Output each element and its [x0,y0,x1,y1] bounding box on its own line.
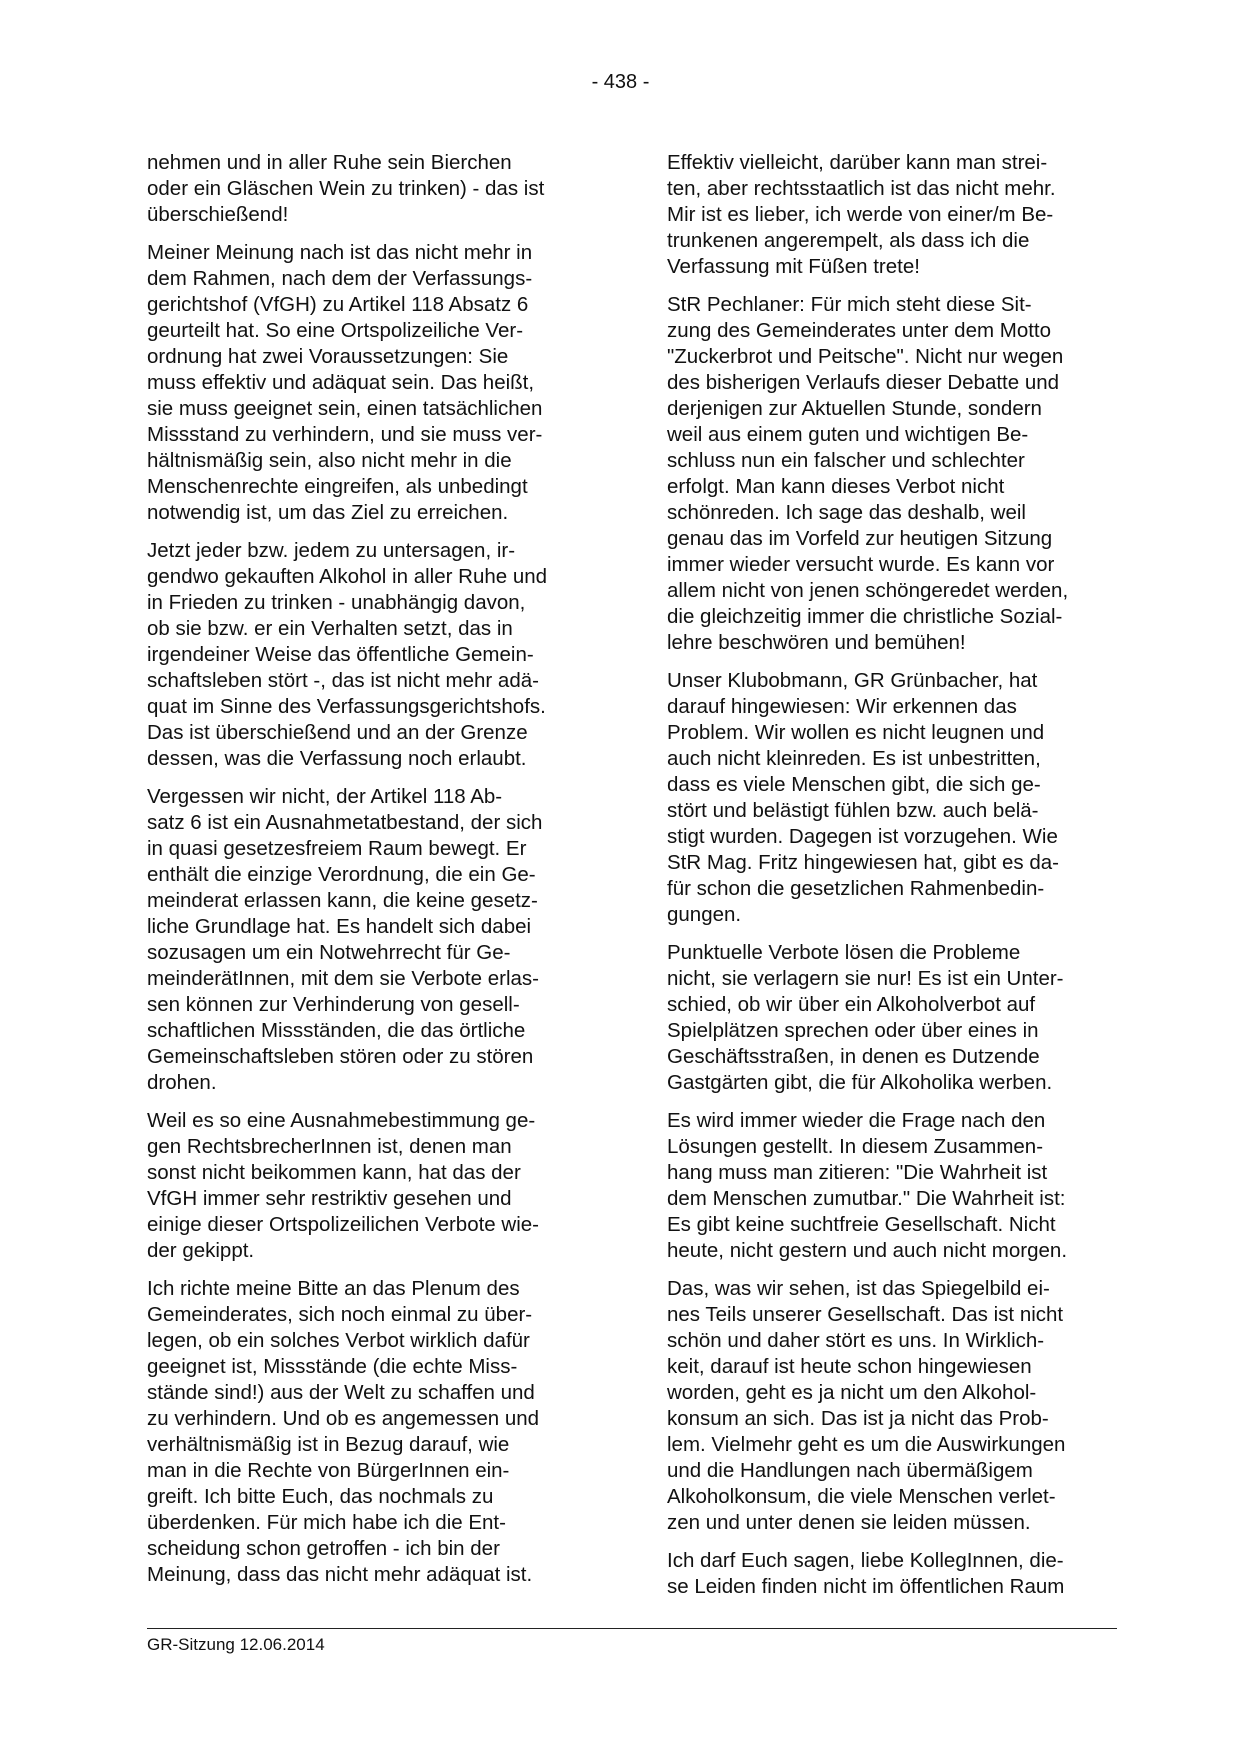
text-line: Lösungen gestellt. In diesem Zusammen- [667,1135,1044,1158]
paragraph [667,150,1107,280]
text-line: genau das im Vorfeld zur heutigen Sitzung [667,527,1053,550]
text-line: nes Teils unserer Gesellschaft. Das ist nicht [667,1303,1064,1326]
text-line: lehre beschwören und bemühen! [667,631,966,654]
text-line: greift. Ich bitte Euch, das nochmals zu [147,1485,494,1508]
text-line: Effektiv vielleicht, darüber kann man strei- [667,151,1048,174]
paragraph [147,240,587,526]
text-line: irgendeiner Weise das öffentliche Gemein- [147,643,534,666]
paragraph [667,940,1107,1096]
paragraph [147,1108,587,1264]
text-line: gen RechtsbrecherInnen ist, denen man [147,1135,512,1158]
paragraph [147,784,587,1096]
text-line: drohen. [147,1071,217,1094]
text-line: einige dieser Ortspolizeilichen Verbote wie- [147,1213,539,1236]
text-line: meinderat erlassen kann, die keine gesetz- [147,889,538,912]
text-line: gerichtshof (VfGH) zu Artikel 118 Absatz 6 [147,293,529,316]
text-line: in Frieden zu trinken - unabhängig davon, [147,591,526,614]
text-line: enthält die einzige Verordnung, die ein Ge- [147,863,536,886]
text-line: Gemeinschaftsleben stören oder zu stören [147,1045,534,1068]
paragraph [667,1548,1107,1600]
text-line: darauf hingewiesen: Wir erkennen das [667,695,1017,718]
text-line: Gemeinderates, sich noch einmal zu über- [147,1303,533,1326]
footer-session-date: GR-Sitzung 12.06.2014 [147,1635,325,1654]
text-line: lem. Vielmehr geht es um die Auswirkungen [667,1433,1066,1456]
text-line: dass es viele Menschen gibt, die sich ge- [667,773,1041,796]
text-line: Vergessen wir nicht, der Artikel 118 Ab- [147,785,503,808]
text-line: schluss nun ein falscher und schlechter [667,449,1025,472]
text-line: stört und belästigt fühlen bzw. auch belä- [667,799,1039,822]
text-line: Ich richte meine Bitte an das Plenum des [147,1277,520,1300]
text-line: sonst nicht beikommen kann, hat das der [147,1161,521,1184]
text-line: geurteilt hat. So eine Ortspolizeiliche Ver- [147,319,524,342]
text-line: oder ein Gläschen Wein zu trinken) - das ist [147,177,545,200]
text-line: ordnung hat zwei Voraussetzungen: Sie [147,345,509,368]
text-line: keit, darauf ist heute schon hingewiesen [667,1355,1032,1378]
text-line: gungen. [667,903,742,926]
text-line: zu verhindern. Und ob es angemessen und [147,1407,540,1430]
text-line: für schon die gesetzlichen Rahmenbedin- [667,877,1045,900]
speaker-name: StR Pechlaner: [667,293,805,316]
text-line: se Leiden finden nicht im öffentlichen Raum [667,1575,1065,1598]
text-line: Es wird immer wieder die Frage nach den [667,1109,1046,1132]
text-line: Punktuelle Verbote lösen die Probleme [667,941,1021,964]
text-line: geeignet ist, Missstände (die echte Miss- [147,1355,518,1378]
text-line: legen, ob ein solches Verbot wirklich dafür [147,1329,530,1352]
text-line: VfGH immer sehr restriktiv gesehen und [147,1187,512,1210]
text-line: Meinung, dass das nicht mehr adäquat ist. [147,1563,533,1586]
text-line: Problem. Wir wollen es nicht leugnen und [667,721,1045,744]
text-line: stigt wurden. Dagegen ist vorzugehen. Wie [667,825,1058,848]
text-line: stände sind!) aus der Welt zu schaffen und [147,1381,535,1404]
text-line: Weil es so eine Ausnahmebestimmung ge- [147,1109,536,1132]
text-line: worden, geht es ja nicht um den Alkohol- [667,1381,1037,1404]
text-line: Es gibt keine suchtfreie Gesellschaft. Nicht [667,1213,1056,1236]
text-line: trunkenen angerempelt, als dass ich die [667,229,1030,252]
speaker-first-line [667,292,1107,318]
text-line: schön und daher stört es uns. In Wirklich- [667,1329,1045,1352]
text-line: der gekippt. [147,1239,255,1262]
paragraph [667,1108,1107,1264]
text-line: hältnismäßig sein, also nicht mehr in die [147,449,512,472]
text-line: Geschäftsstraßen, in denen es Dutzende [667,1045,1040,1068]
text-line: des bisherigen Verlaufs dieser Debatte und [667,371,1060,394]
text-line: man in die Rechte von BürgerInnen ein- [147,1459,510,1482]
text-line: schönreden. Ich sage das deshalb, weil [667,501,1026,524]
page-number: - 438 - [591,71,650,93]
text-line: scheidung schon getroffen - ich bin der [147,1537,500,1560]
text-line: überschießend! [147,203,289,226]
text-line: quat im Sinne des Verfassungsgerichtshofs. [147,695,546,718]
text-line: Das ist überschießend und an der Grenze [147,721,528,744]
text-line: überdenken. Für mich habe ich die Ent- [147,1511,506,1534]
text-line: "Zuckerbrot und Peitsche". Nicht nur wegen [667,345,1064,368]
text-line: konsum an sich. Das ist ja nicht das Prob- [667,1407,1049,1430]
text-line: muss effektiv und adäquat sein. Das heißt, [147,371,535,394]
text-line: immer wieder versucht wurde. Es kann vor [667,553,1055,576]
text-line: Unser Klubobmann, GR Grünbacher, hat [667,669,1038,692]
speaker-paragraph [667,292,1107,656]
text-line: Ich darf Euch sagen, liebe KollegInnen, die- [667,1549,1064,1572]
text-line: nicht, sie verlagern sie nur! Es ist ein Unter- [667,967,1064,990]
text-line: verhältnismäßig ist in Bezug darauf, wie [147,1433,510,1456]
text-line: sozusagen um ein Notwehrrecht für Ge- [147,941,511,964]
text-line: Meiner Meinung nach ist das nicht mehr in [147,241,533,264]
text-line: notwendig ist, um das Ziel zu erreichen. [147,501,509,524]
speaker-line-text: Für mich steht diese Sit- [810,293,1032,316]
text-line: derjenigen zur Aktuellen Stunde, sondern [667,397,1042,420]
text-line: dem Menschen zumutbar." Die Wahrheit ist: [667,1187,1066,1210]
text-line: Verfassung mit Füßen trete! [667,255,920,278]
text-line: ob sie bzw. er ein Verhalten setzt, das in [147,617,513,640]
text-line: Missstand zu verhindern, und sie muss ver- [147,423,543,446]
text-line: schaftlichen Missständen, die das örtliche [147,1019,526,1042]
text-line: liche Grundlage hat. Es handelt sich dabei [147,915,532,938]
text-line: dessen, was die Verfassung noch erlaubt. [147,747,527,770]
text-line: in quasi gesetzesfreiem Raum bewegt. Er [147,837,527,860]
paragraph [147,150,587,228]
right-column [667,150,1107,1612]
text-line: die gleichzeitig immer die christliche Sozial- [667,605,1063,628]
text-line: hang muss man zitieren: "Die Wahrheit ist [667,1161,1048,1184]
text-line: satz 6 ist ein Ausnahmetatbestand, der sich [147,811,543,834]
text-line: Mir ist es lieber, ich werde von einer/m Be- [667,203,1054,226]
text-line: StR Mag. Fritz hingewiesen hat, gibt es da- [667,851,1059,874]
text-line: weil aus einem guten und wichtigen Be- [667,423,1029,446]
text-line: zung des Gemeinderates unter dem Motto [667,319,1052,342]
text-line: ten, aber rechtsstaatlich ist das nicht mehr. [667,177,1056,200]
text-line: auch nicht kleinreden. Es ist unbestritten, [667,747,1041,770]
text-line: Alkoholkonsum, die viele Menschen verlet- [667,1485,1056,1508]
text-line: Gastgärten gibt, die für Alkoholika werben. [667,1071,1053,1094]
text-line: und die Handlungen nach übermäßigem [667,1459,1033,1482]
text-line: allem nicht von jenen schöngeredet werden, [667,579,1069,602]
text-line: erfolgt. Man kann dieses Verbot nicht [667,475,1005,498]
text-line: Das, was wir sehen, ist das Spiegelbild ei- [667,1277,1050,1300]
text-line: Menschenrechte eingreifen, als unbedingt [147,475,528,498]
text-line: gendwo gekauften Alkohol in aller Ruhe und [147,565,548,588]
footer-divider [147,1628,1117,1629]
text-line: sie muss geeignet sein, einen tatsächlichen [147,397,543,420]
text-line: heute, nicht gestern und auch nicht morgen. [667,1239,1068,1262]
paragraph [147,1276,587,1588]
left-column [147,150,587,1600]
speaker-rest [667,318,1107,656]
text-line: zen und unter denen sie leiden müssen. [667,1511,1031,1534]
text-line: nehmen und in aller Ruhe sein Bierchen [147,151,512,174]
paragraph [147,538,587,772]
text-line: schaftsleben stört -, das ist nicht mehr adä- [147,669,539,692]
paragraph [667,1276,1107,1536]
paragraph [667,668,1107,928]
text-line: Spielplätzen sprechen oder über eines in [667,1019,1039,1042]
text-line: Jetzt jeder bzw. jedem zu untersagen, ir- [147,539,516,562]
text-line: meinderätInnen, mit dem sie Verbote erlas- [147,967,539,990]
text-line: dem Rahmen, nach dem der Verfassungs- [147,267,533,290]
text-line: sen können zur Verhinderung von gesell- [147,993,520,1016]
text-line: schied, ob wir über ein Alkoholverbot auf [667,993,1036,1016]
